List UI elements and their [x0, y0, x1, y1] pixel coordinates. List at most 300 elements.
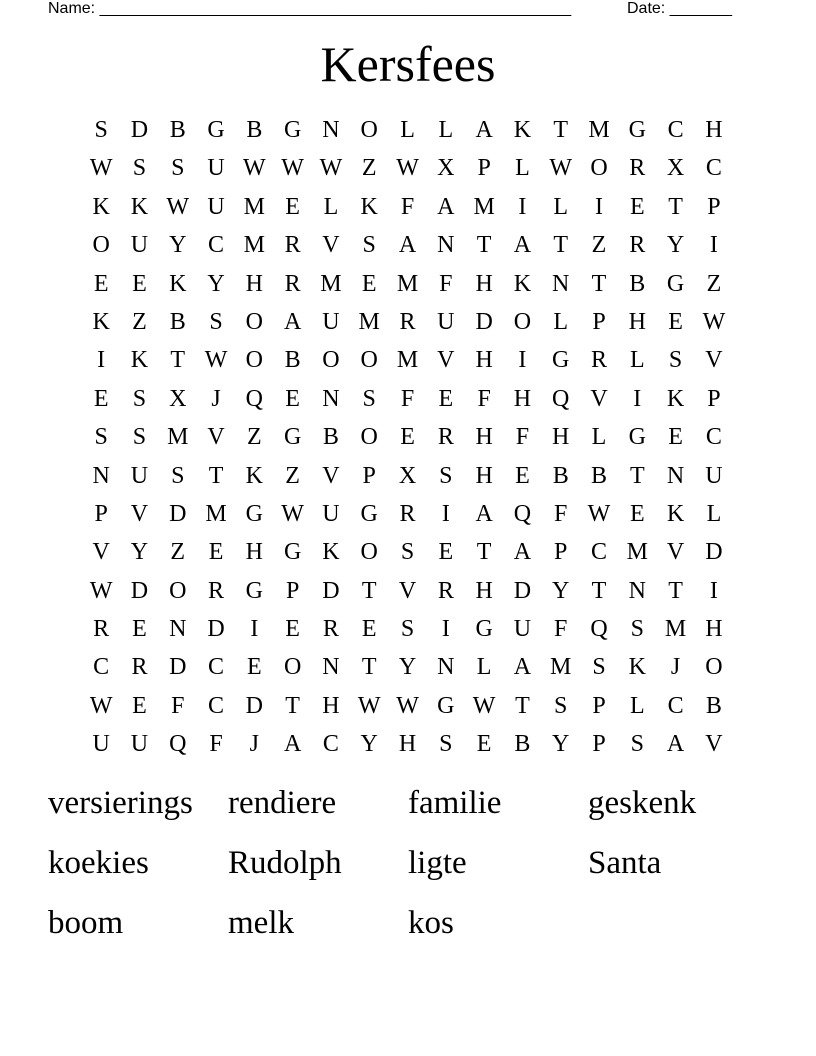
grid-letter: G — [437, 692, 455, 719]
grid-letter: P — [592, 731, 606, 758]
grid-letter: C — [705, 155, 722, 182]
grid-letter: T — [515, 692, 530, 719]
grid-letter: V — [437, 347, 455, 374]
grid-letter: P — [94, 500, 108, 527]
grid-letter: I — [709, 577, 718, 604]
grid-letter: H — [322, 692, 340, 719]
grid-letter: I — [633, 385, 642, 412]
grid-letter: K — [92, 308, 110, 335]
grid-letter: W — [89, 692, 113, 719]
grid-letter: U — [92, 731, 110, 758]
grid-letter: Z — [361, 155, 377, 182]
grid-letter: B — [169, 308, 186, 335]
grid-letter: G — [245, 500, 263, 527]
grid-letter: S — [362, 232, 376, 259]
grid-letter: T — [285, 692, 300, 719]
grid-letter: M — [664, 616, 687, 643]
grid-letter: F — [209, 731, 223, 758]
grid-letter: D — [130, 117, 149, 143]
grid-letter: I — [97, 347, 106, 374]
grid-letter: Q — [169, 731, 187, 758]
grid-letter: K — [92, 193, 110, 220]
grid-letter: W — [281, 500, 304, 527]
grid-letter: E — [361, 270, 377, 297]
grid-letter: K — [130, 193, 149, 220]
grid-letter: P — [362, 462, 376, 489]
grid-letter: R — [322, 616, 339, 643]
grid-letter: L — [629, 692, 645, 719]
grid-letter: C — [591, 539, 608, 566]
grid-letter: E — [668, 308, 683, 335]
grid-letter: G — [666, 270, 685, 297]
grid-letter: S — [171, 462, 185, 489]
grid-letter: Q — [513, 500, 532, 527]
grid-letter: T — [361, 654, 377, 681]
grid-letter: B — [705, 692, 722, 719]
grid-letter: S — [209, 308, 223, 335]
grid-letter: T — [553, 232, 569, 259]
grid-letter: Z — [285, 462, 300, 489]
grid-letter: T — [361, 577, 377, 604]
grid-letter: S — [592, 654, 606, 681]
word-list-item: Rudolph — [228, 845, 342, 881]
grid-letter: L — [515, 155, 530, 182]
word-list-item: versierings — [48, 785, 193, 821]
grid-letter: C — [208, 232, 225, 259]
grid-letter: X — [169, 385, 187, 412]
word-list-item: melk — [228, 905, 294, 941]
grid-letter: E — [132, 270, 147, 297]
grid-letter: H — [705, 117, 723, 143]
grid-letter: H — [705, 616, 723, 643]
grid-letter: L — [706, 500, 722, 527]
grid-letter: M — [626, 539, 648, 566]
grid-letter: H — [245, 539, 263, 566]
grid-letter: S — [94, 424, 108, 451]
grid-letter: Y — [552, 731, 570, 758]
grid-letter: W — [396, 155, 419, 182]
letter-grid — [82, 111, 733, 764]
word-list — [48, 780, 768, 960]
grid-letter: O — [283, 654, 302, 681]
grid-letter: V — [92, 539, 110, 566]
grid-letter: W — [89, 155, 113, 182]
grid-letter: W — [357, 692, 381, 719]
grid-letter: O — [590, 155, 608, 182]
grid-letter: V — [398, 577, 417, 604]
grid-letter: D — [169, 654, 187, 681]
grid-letter: D — [207, 616, 225, 643]
grid-letter: O — [92, 232, 110, 259]
grid-letter: K — [360, 193, 378, 220]
grid-letter: L — [553, 193, 569, 220]
grid-letter: N — [437, 654, 455, 681]
grid-letter: H — [552, 424, 570, 451]
grid-letter: K — [513, 117, 532, 143]
grid-letter: I — [709, 232, 718, 259]
grid-letter: I — [595, 193, 603, 220]
grid-letter: C — [667, 692, 684, 719]
grid-letter: T — [170, 347, 186, 374]
grid-letter: P — [554, 539, 568, 566]
grid-letter: M — [243, 232, 265, 259]
grid-letter: O — [245, 347, 263, 374]
grid-letter: A — [513, 539, 532, 566]
grid-letter: E — [208, 539, 224, 566]
grid-letter: E — [438, 539, 454, 566]
grid-letter: E — [285, 616, 300, 643]
grid-letter: A — [398, 232, 417, 259]
grid-letter: S — [132, 155, 147, 182]
grid-letter: S — [630, 731, 644, 758]
grid-letter: P — [477, 155, 491, 182]
grid-letter: Z — [247, 424, 262, 451]
grid-letter: T — [476, 539, 492, 566]
grid-letter: K — [628, 654, 646, 681]
grid-letter: N — [552, 270, 570, 297]
grid-letter: H — [398, 731, 417, 758]
word-list-item: Santa — [588, 845, 662, 881]
grid-letter: N — [437, 232, 455, 259]
grid-letter: E — [668, 424, 683, 451]
grid-letter: O — [360, 424, 378, 451]
grid-letter: N — [628, 577, 646, 604]
grid-letter: L — [476, 654, 492, 681]
grid-letter: S — [171, 155, 185, 182]
grid-letter: S — [132, 424, 147, 451]
grid-letter: Z — [170, 539, 186, 566]
grid-letter: E — [132, 616, 147, 643]
word-list-item: koekies — [48, 845, 149, 881]
grid-letter: N — [169, 616, 187, 643]
grid-letter: X — [398, 462, 417, 489]
grid-letter: O — [322, 347, 340, 374]
grid-letter: W — [243, 155, 266, 182]
grid-letter: U — [705, 462, 723, 489]
grid-letter: G — [207, 117, 225, 143]
grid-letter: T — [553, 117, 569, 143]
grid-letter: T — [208, 462, 224, 489]
grid-letter: S — [132, 385, 147, 412]
grid-letter: E — [629, 193, 645, 220]
grid-letter: Z — [706, 270, 722, 297]
grid-letter: K — [169, 270, 187, 297]
grid-letter: W — [702, 308, 726, 335]
grid-letter: Y — [207, 270, 225, 297]
grid-letter: N — [92, 462, 110, 489]
grid-letter: A — [513, 232, 532, 259]
grid-letter: F — [477, 385, 491, 412]
grid-letter: P — [285, 577, 300, 604]
grid-letter: A — [283, 731, 302, 758]
grid-letter: G — [283, 117, 302, 143]
grid-letter: H — [628, 308, 646, 335]
grid-letter: U — [130, 232, 149, 259]
grid-letter: M — [358, 308, 380, 335]
grid-letter: M — [243, 193, 265, 220]
grid-letter: M — [396, 347, 419, 374]
grid-letter: O — [360, 117, 378, 143]
grid-letter: V — [322, 232, 340, 259]
grid-letter: S — [400, 539, 415, 566]
grid-letter: S — [630, 616, 644, 643]
grid-letter: M — [588, 117, 610, 143]
grid-letter: X — [437, 155, 455, 182]
grid-letter: A — [666, 731, 685, 758]
grid-letter: C — [208, 692, 225, 719]
word-list-item: boom — [48, 905, 124, 941]
grid-letter: W — [396, 692, 419, 719]
grid-letter: N — [322, 654, 340, 681]
grid-letter: U — [130, 462, 149, 489]
grid-letter: E — [247, 654, 262, 681]
grid-letter: D — [475, 308, 493, 335]
grid-letter: S — [439, 462, 453, 489]
grid-letter: F — [554, 616, 568, 643]
grid-letter: M — [473, 193, 495, 220]
grid-letter: Q — [245, 385, 263, 412]
grid-letter: S — [668, 347, 683, 374]
grid-letter: S — [400, 616, 415, 643]
grid-letter: R — [437, 577, 454, 604]
grid-letter: T — [591, 270, 607, 297]
date-field: Date: _______ — [627, 0, 732, 17]
grid-letter: F — [400, 193, 415, 220]
grid-letter: T — [668, 577, 683, 604]
grid-letter: V — [705, 731, 723, 758]
grid-letter: T — [476, 232, 492, 259]
grid-letter: D — [322, 577, 340, 604]
grid-letter: U — [207, 193, 225, 220]
grid-letter: D — [245, 692, 263, 719]
grid-letter: Z — [132, 308, 147, 335]
grid-letter: R — [437, 424, 454, 451]
grid-letter: K — [245, 462, 263, 489]
grid-letter: S — [94, 117, 108, 143]
grid-letter: X — [666, 155, 685, 182]
grid-letter: L — [400, 117, 415, 143]
grid-letter: U — [130, 731, 149, 758]
grid-letter: R — [399, 308, 416, 335]
grid-letter: E — [285, 193, 300, 220]
grid-letter: O — [169, 577, 187, 604]
grid-letter: H — [475, 424, 493, 451]
grid-letter: N — [322, 117, 340, 143]
grid-letter: J — [211, 385, 221, 412]
grid-letter: E — [132, 692, 147, 719]
grid-letter: H — [475, 347, 493, 374]
grid-letter: I — [441, 616, 450, 643]
grid-letter: C — [208, 654, 225, 681]
grid-letter: M — [205, 500, 227, 527]
grid-letter: W — [472, 692, 496, 719]
grid-letter: A — [513, 654, 532, 681]
grid-letter: V — [130, 500, 149, 527]
grid-letter: E — [476, 731, 492, 758]
grid-letter: W — [549, 155, 573, 182]
grid-letter: F — [439, 270, 453, 297]
grid-letter: H — [475, 462, 493, 489]
grid-letter: O — [705, 654, 723, 681]
grid-letter: G — [628, 117, 646, 143]
grid-letter: B — [284, 347, 301, 374]
grid-letter: I — [250, 616, 259, 643]
grid-letter: A — [283, 308, 302, 335]
grid-letter: R — [284, 270, 301, 297]
grid-letter: E — [515, 462, 530, 489]
grid-letter: B — [246, 117, 263, 143]
grid-letter: E — [629, 500, 645, 527]
grid-letter: F — [171, 692, 185, 719]
grid-letter: J — [670, 654, 681, 681]
grid-letter: E — [285, 385, 300, 412]
grid-letter: S — [554, 692, 568, 719]
grid-letter: B — [169, 117, 186, 143]
grid-letter: L — [438, 117, 454, 143]
grid-letter: C — [705, 424, 722, 451]
grid-letter: H — [245, 270, 263, 297]
grid-letter: Y — [666, 232, 685, 259]
grid-letter: Y — [552, 577, 570, 604]
grid-letter: V — [666, 539, 685, 566]
grid-letter: J — [249, 731, 259, 758]
grid-letter: W — [319, 155, 343, 182]
grid-letter: L — [553, 308, 569, 335]
word-list-item: familie — [408, 785, 502, 821]
grid-letter: R — [93, 616, 110, 643]
grid-letter: L — [629, 347, 645, 374]
page-title: Kersfees — [320, 36, 496, 92]
grid-letter: G — [283, 539, 302, 566]
grid-letter: B — [552, 462, 569, 489]
grid-letter: E — [400, 424, 415, 451]
grid-letter: I — [441, 500, 450, 527]
grid-letter: C — [667, 117, 684, 143]
grid-letter: R — [131, 654, 148, 681]
grid-letter: K — [322, 539, 340, 566]
grid-letter: U — [207, 155, 225, 182]
grid-letter: S — [439, 731, 453, 758]
grid-letter: B — [629, 270, 646, 297]
grid-letter: W — [587, 500, 611, 527]
grid-letter: P — [707, 385, 721, 412]
grid-letter: R — [629, 232, 646, 259]
grid-letter: S — [362, 385, 376, 412]
grid-letter: G — [245, 577, 263, 604]
grid-letter: N — [322, 385, 340, 412]
grid-letter: T — [629, 462, 645, 489]
grid-letter: T — [668, 193, 683, 220]
grid-letter: W — [166, 193, 190, 220]
grid-letter: Q — [552, 385, 570, 412]
grid-letter: A — [475, 117, 493, 143]
grid-letter: O — [360, 347, 378, 374]
grid-letter: R — [629, 155, 646, 182]
grid-letter: D — [130, 577, 149, 604]
grid-letter: B — [322, 424, 339, 451]
grid-letter: R — [591, 347, 608, 374]
grid-letter: K — [666, 385, 685, 412]
grid-letter: K — [513, 270, 532, 297]
grid-letter: N — [666, 462, 685, 489]
grid-letter: E — [438, 385, 454, 412]
grid-letter: D — [169, 500, 187, 527]
grid-letter: G — [475, 616, 493, 643]
grid-letter: W — [204, 347, 228, 374]
grid-letter: Y — [360, 731, 378, 758]
name-field: Name: _____________________________________________________ — [48, 0, 572, 17]
grid-letter: L — [591, 424, 607, 451]
grid-letter: H — [475, 270, 493, 297]
grid-letter: W — [281, 155, 304, 182]
grid-letter: Q — [590, 616, 608, 643]
grid-letter: G — [360, 500, 378, 527]
grid-letter: G — [283, 424, 302, 451]
grid-letter: V — [322, 462, 340, 489]
grid-letter: G — [552, 347, 570, 374]
grid-letter: R — [399, 500, 416, 527]
grid-letter: O — [513, 308, 532, 335]
grid-letter: Y — [169, 232, 187, 259]
grid-letter: Z — [591, 232, 607, 259]
grid-letter: M — [550, 654, 572, 681]
grid-letter: H — [475, 577, 493, 604]
grid-letter: K — [666, 500, 685, 527]
grid-letter: M — [167, 424, 189, 451]
grid-letter: A — [475, 500, 493, 527]
grid-letter: F — [400, 385, 415, 412]
grid-letter: P — [592, 692, 606, 719]
grid-letter: U — [322, 500, 340, 527]
grid-letter: W — [89, 577, 113, 604]
grid-letter: F — [515, 424, 530, 451]
grid-letter: R — [208, 577, 225, 604]
grid-letter: D — [705, 539, 723, 566]
grid-letter: Y — [398, 654, 417, 681]
grid-letter: R — [284, 232, 301, 259]
grid-letter: E — [93, 385, 109, 412]
grid-letter: V — [590, 385, 608, 412]
grid-letter: I — [518, 193, 527, 220]
word-list-item: ligte — [408, 845, 467, 881]
grid-letter: C — [93, 654, 110, 681]
grid-letter: U — [513, 616, 532, 643]
grid-letter: U — [322, 308, 340, 335]
word-list-item: rendiere — [228, 785, 337, 821]
grid-letter: O — [245, 308, 263, 335]
grid-letter: U — [437, 308, 455, 335]
grid-letter: O — [360, 539, 378, 566]
grid-letter: P — [592, 308, 606, 335]
grid-letter: B — [591, 462, 608, 489]
grid-letter: M — [396, 270, 419, 297]
word-list-item: geskenk — [588, 785, 697, 821]
grid-letter: V — [207, 424, 225, 451]
grid-letter: Y — [130, 539, 149, 566]
grid-letter: D — [513, 577, 532, 604]
grid-letter: C — [322, 731, 339, 758]
grid-letter: G — [628, 424, 646, 451]
grid-letter: I — [518, 347, 527, 374]
word-list-item: kos — [408, 905, 454, 941]
grid-letter: F — [554, 500, 568, 527]
grid-letter: L — [323, 193, 339, 220]
grid-letter: H — [513, 385, 532, 412]
grid-letter: K — [130, 347, 149, 374]
grid-letter: A — [437, 193, 455, 220]
grid-letter: V — [705, 347, 723, 374]
grid-letter: E — [93, 270, 109, 297]
